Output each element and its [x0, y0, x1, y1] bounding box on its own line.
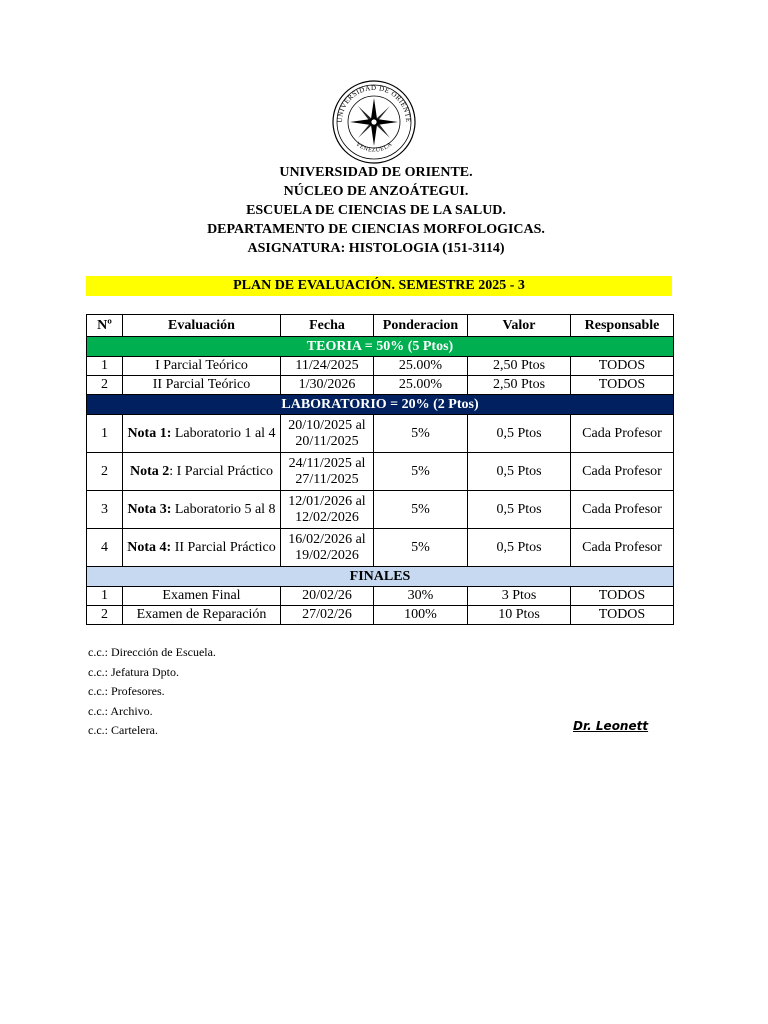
col-header-n: Nº: [87, 315, 123, 337]
cell-valor: 3 Ptos: [468, 587, 571, 606]
col-header-evaluacion: Evaluación: [123, 315, 281, 337]
cell-n: 2: [87, 453, 123, 491]
evaluation-table: [86, 314, 674, 625]
table-row: [87, 415, 674, 453]
university-seal-logo: [328, 80, 420, 164]
section-laboratorio-label: LABORATORIO = 20% (2 Ptos): [87, 395, 674, 415]
nota-label: Nota 4:: [127, 539, 172, 555]
cell-fecha: 11/24/2025: [281, 357, 374, 376]
section-finales-label: FINALES: [87, 567, 674, 587]
col-header-valor: Valor: [468, 315, 571, 337]
cell-ponderacion: 25.00%: [374, 357, 468, 376]
table-row: [87, 606, 674, 625]
cell-evaluacion: Examen Final: [123, 587, 281, 606]
signature: Dr. Leonett: [573, 719, 649, 733]
header-departamento: DEPARTAMENTO DE CIENCIAS MORFOLOGICAS.: [207, 222, 545, 237]
section-laboratorio: [87, 395, 674, 415]
cell-valor: 10 Ptos: [468, 606, 571, 625]
header-nucleo: NÚCLEO DE ANZOÁTEGUI.: [283, 184, 469, 199]
cell-fecha: 1/30/2026: [281, 376, 374, 395]
evaluacion-text: : I Parcial Práctico: [169, 463, 274, 479]
fecha-inicio: 24/11/2025 al: [288, 455, 366, 471]
evaluacion-text: II Parcial Práctico: [171, 539, 276, 555]
cell-fecha: 27/02/26: [281, 606, 374, 625]
cell-ponderacion: 30%: [374, 587, 468, 606]
table-row: [87, 587, 674, 606]
section-teoria-label: TEORIA = 50% (5 Ptos): [87, 337, 674, 357]
fecha-fin: 19/02/2026: [295, 547, 359, 563]
cell-n: 2: [87, 606, 123, 625]
nota-label: Nota 3:: [127, 501, 172, 517]
plan-title: PLAN DE EVALUACIÓN. SEMESTRE 2025 - 3: [86, 276, 672, 296]
cc-item: c.c.: Archivo.: [88, 703, 153, 718]
cell-fecha: [281, 491, 374, 529]
cell-evaluacion: [123, 453, 281, 491]
cell-fecha: [281, 453, 374, 491]
cell-ponderacion: 5%: [374, 491, 468, 529]
cell-fecha: [281, 529, 374, 567]
table-row: [87, 357, 674, 376]
cell-responsable: Cada Profesor: [571, 491, 674, 529]
cc-item: c.c.: Jefatura Dpto.: [88, 664, 179, 679]
cell-ponderacion: 25.00%: [374, 376, 468, 395]
cell-responsable: Cada Profesor: [571, 529, 674, 567]
fecha-inicio: 16/02/2026 al: [288, 531, 366, 547]
evaluacion-text: Laboratorio 5 al 8: [171, 501, 276, 517]
cell-ponderacion: 5%: [374, 453, 468, 491]
table-row: [87, 491, 674, 529]
cell-valor: 0,5 Ptos: [468, 453, 571, 491]
cc-item: c.c.: Cartelera.: [88, 723, 158, 737]
nota-label: Nota 2: [129, 463, 170, 479]
cell-evaluacion: [123, 415, 281, 453]
cell-n: 1: [87, 415, 123, 453]
cell-valor: 0,5 Ptos: [468, 491, 571, 529]
cell-valor: 0,5 Ptos: [468, 415, 571, 453]
section-finales: [87, 567, 674, 587]
col-header-ponderacion: Ponderacion: [374, 315, 468, 337]
col-header-responsable: Responsable: [571, 315, 674, 337]
section-teoria: [87, 337, 674, 357]
cell-valor: 0,5 Ptos: [468, 529, 571, 567]
cell-n: 2: [87, 376, 123, 395]
cell-evaluacion: [123, 529, 281, 567]
svg-text:VENEZUELA: VENEZUELA: [354, 141, 394, 154]
cell-valor: 2,50 Ptos: [468, 357, 571, 376]
header-university: UNIVERSIDAD DE ORIENTE.: [279, 165, 473, 180]
fecha-inicio: 12/01/2026 al: [288, 493, 366, 509]
fecha-fin: 27/11/2025: [295, 471, 359, 487]
cc-item: c.c.: Dirección de Escuela.: [88, 645, 216, 659]
cell-n: 1: [87, 357, 123, 376]
cell-responsable: TODOS: [571, 357, 674, 376]
cell-n: 3: [87, 491, 123, 529]
header-escuela: ESCUELA DE CIENCIAS DE LA SALUD.: [246, 203, 506, 218]
cell-fecha: 20/02/26: [281, 587, 374, 606]
fecha-fin: 12/02/2026: [295, 509, 359, 525]
cell-evaluacion: [123, 491, 281, 529]
document-header: [0, 163, 752, 258]
col-header-fecha: Fecha: [281, 315, 374, 337]
cell-ponderacion: 5%: [374, 415, 468, 453]
cell-ponderacion: 100%: [374, 606, 468, 625]
table-row: [87, 529, 674, 567]
cell-n: 1: [87, 587, 123, 606]
evaluacion-text: Laboratorio 1 al 4: [171, 425, 276, 441]
cell-responsable: TODOS: [571, 376, 674, 395]
cell-responsable: TODOS: [571, 606, 674, 625]
table-header-row: [87, 315, 674, 337]
table-row: [87, 376, 674, 395]
cell-fecha: [281, 415, 374, 453]
cell-evaluacion: II Parcial Teórico: [123, 376, 281, 395]
cell-n: 4: [87, 529, 123, 567]
cell-valor: 2,50 Ptos: [468, 376, 571, 395]
cell-responsable: TODOS: [571, 587, 674, 606]
header-asignatura: ASIGNATURA: HISTOLOGIA (151-3114): [247, 241, 505, 256]
fecha-inicio: 20/10/2025 al: [288, 417, 366, 433]
cell-responsable: Cada Profesor: [571, 415, 674, 453]
cc-list: [88, 643, 216, 741]
cell-ponderacion: 5%: [374, 529, 468, 567]
cc-item: c.c.: Profesores.: [88, 684, 165, 698]
cell-responsable: Cada Profesor: [571, 453, 674, 491]
nota-label: Nota 1:: [127, 425, 172, 441]
cell-evaluacion: Examen de Reparación: [123, 606, 281, 625]
table-row: [87, 453, 674, 491]
cell-evaluacion: I Parcial Teórico: [123, 357, 281, 376]
fecha-fin: 20/11/2025: [295, 433, 359, 449]
svg-text:UNIVERSIDAD DE ORIENTE: UNIVERSIDAD DE ORIENTE: [335, 83, 413, 123]
